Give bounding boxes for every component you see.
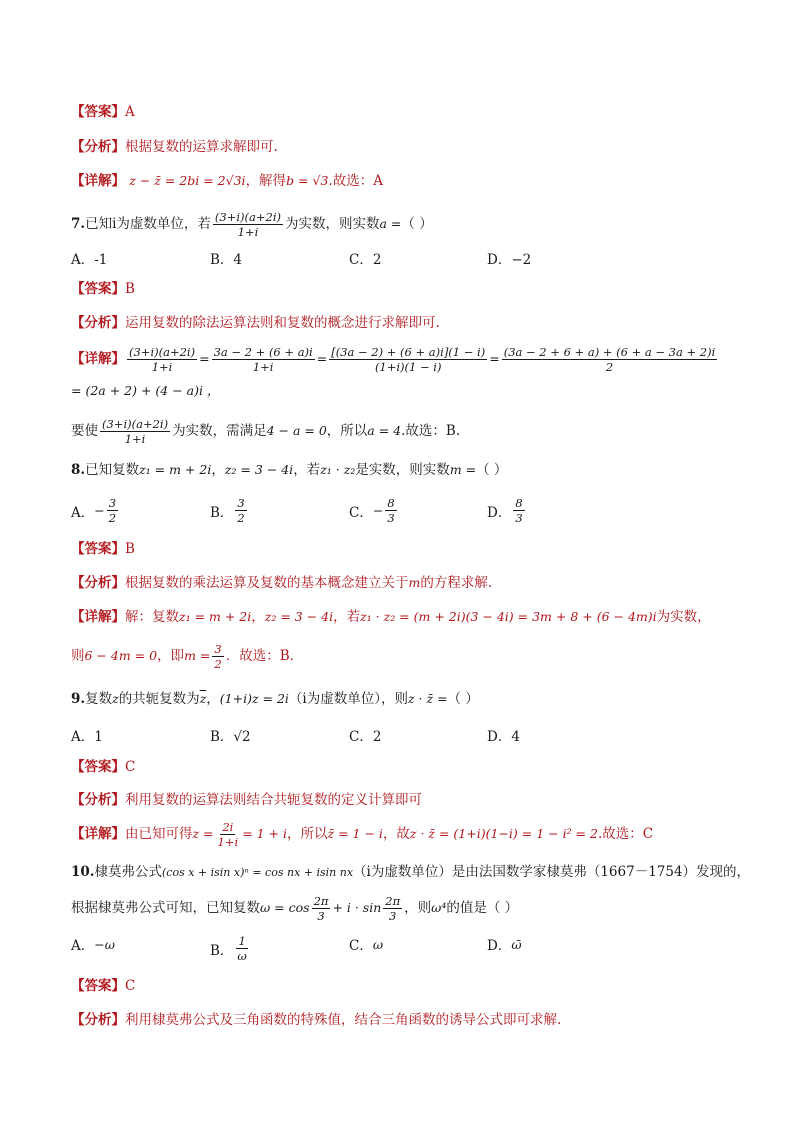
q7-stem [71, 210, 734, 239]
q9-answer: C [125, 759, 136, 775]
answer-tag: 【 答案 】 [71, 104, 125, 120]
q9-number: 9. [71, 691, 86, 707]
q7-detail-frac2: $\frac{3a - 2 + (6 + a)i}{1+i}$ [213, 345, 313, 374]
q8-option-d[interactable]: D． $\frac{8}{3}$ [487, 496, 523, 525]
detail-tag: 【 详解 】 [71, 351, 125, 367]
q6-analysis: 根据复数的运算求解即可. [125, 139, 278, 155]
q7-number: 7. [71, 216, 86, 232]
q8-option-c[interactable]: C． − $\frac{8}{3}$ [349, 496, 395, 525]
q7-option-c[interactable]: C．2 [349, 252, 382, 268]
q7-stem-fraction: $\frac{(3+i)(a+2i)}{1+i}$ [214, 210, 281, 239]
q6-answer-line [71, 102, 734, 122]
q10-option-a[interactable]: A． −ω [71, 936, 115, 954]
analysis-tag: 【 分析 】 [71, 792, 125, 808]
q6-answer: A [125, 104, 135, 120]
q7-detail-line2 [71, 381, 734, 401]
q7-detail-line1: 【 详解 】 $\frac{(3+i)(a+2i)}{1+i}$ = $\frac{3a - 2 + (6 + a)i}{1+i}$ = $\frac{[(3a - 2) + (6 + a)i](1 - i)}{(1+i)(1 - i)}$ = $\frac{(3a - 2 + 6 + a) + (6 + a - 3a + 2)i}{2}$ [71, 345, 734, 374]
analysis-tag: 【 分析 】 [71, 139, 125, 155]
q7-analysis-line [71, 313, 734, 333]
q7-options [71, 248, 671, 274]
q9-option-a[interactable]: A．1 [71, 729, 103, 745]
analysis-tag: 【 分析 】 [71, 315, 125, 331]
q6-detail-b: b = √3 [286, 173, 329, 188]
q10-answer: C [125, 978, 136, 994]
q7-answer: B [125, 281, 135, 297]
detail-tag: 【 详解 】 [71, 609, 125, 625]
q8-number: 8. [71, 462, 86, 478]
q10-analysis: 利用棣莫弗公式及三角函数的特殊值，结合三角函数的诱导公式即可求解. [125, 1012, 562, 1028]
q9-detail-line: 【 详解 】 由已知可得z = $\frac{2i}{1+i}$ = 1 + i，所以z̄ = 1 − i，故z · z̄ = (1+i)(1−i) = 1 − i² = 2.故选：C [71, 819, 734, 849]
answer-tag: 【 答案 】 [71, 541, 125, 557]
q9-option-d[interactable]: D．4 [487, 729, 520, 745]
q9-analysis: 利用复数的运算法则结合共轭复数的定义计算即可 [125, 792, 422, 808]
q9-option-b[interactable]: B．√2 [210, 729, 251, 745]
q7-stem-a: 已知i为虚数单位，若 [85, 216, 211, 232]
q6-detail-end: .故选：A [328, 173, 383, 189]
q7-option-b[interactable]: B．4 [210, 252, 243, 268]
q8-analysis-line: 【 分析 】 根据复数的乘法运算及复数的基本概念建立关于m的方程求解. [71, 573, 734, 593]
q9-option-c[interactable]: C．2 [349, 729, 382, 745]
answer-tag: 【 答案 】 [71, 978, 125, 994]
q8-detail-line2: 则6 − 4m = 0，即m = $\frac{3}{2}$ ．故选：B． [71, 642, 304, 671]
q8-option-b[interactable]: B． $\frac{3}{2}$ [210, 496, 245, 525]
q9-options [71, 725, 671, 751]
q7-detail-frac4: $\frac{(3a - 2 + 6 + a) + (6 + a - 3a + 2)i}{2}$ [503, 345, 716, 374]
q7-stem-c: （ ） [401, 216, 433, 232]
q6-detail-mid: ，解得 [245, 173, 287, 189]
q10-options [71, 934, 671, 966]
q7-option-a[interactable]: A．-1 [71, 252, 108, 268]
q6-detail-eq: z − z̄ = 2bi = 2√3i [129, 173, 246, 188]
q7-detail-frac3: $\frac{[(3a - 2) + (6 + a)i](1 - i)}{(1+i)(1 - i)}$ [331, 345, 486, 374]
q7-option-d[interactable]: D．−2 [487, 252, 532, 268]
q7-detail-line3-frac: $\frac{(3+i)(a+2i)}{1+i}$ [102, 417, 169, 446]
q6-analysis-line [71, 137, 734, 157]
answer-tag: 【 答案 】 [71, 759, 125, 775]
analysis-tag: 【 分析 】 [71, 1012, 125, 1028]
analysis-tag: 【 分析 】 [71, 575, 125, 591]
q8-answer: B [125, 541, 135, 557]
q6-detail-line [71, 171, 734, 191]
q8-detail-line1: 【 详解 】 解：复数z₁ = m + 2i，z₂ = 3 − 4i，若z₁ · z₂ = (m + 2i)(3 − 4i) = 3m + 8 + (6 − 4m)i为实数， [71, 607, 734, 627]
q7-detail-line3: 要使 $\frac{(3+i)(a+2i)}{1+i}$ 为实数，需满足4 − a = 0，所以a = 4.故选：B. [71, 417, 461, 446]
q7-detail-frac1: $\frac{(3+i)(a+2i)}{1+i}$ [129, 345, 196, 374]
q10-option-b[interactable]: B． $\frac{1}{\omega}$ [210, 934, 247, 963]
q8-option-a[interactable]: A． − $\frac{3}{2}$ [71, 496, 117, 525]
q7-analysis: 运用复数的除法运算法则和复数的概念进行求解即可. [125, 315, 440, 331]
detail-tag: 【 详解 】 [71, 826, 125, 842]
q7-stem-var: a = [379, 216, 402, 231]
q7-stem-b: 为实数，则实数 [285, 216, 380, 232]
q7-answer-line [71, 279, 734, 299]
q10-analysis-line [71, 1010, 734, 1030]
answer-tag: 【 答案 】 [71, 281, 125, 297]
q9-answer-line [71, 757, 734, 777]
q8-options [71, 496, 671, 530]
q7-detail-result: = (2a + 2) + (4 − a)i ， [71, 383, 220, 398]
detail-tag: 【 详解 】 [71, 173, 125, 189]
q10-option-d[interactable]: D． ω̄ [487, 936, 522, 954]
q10-option-c[interactable]: C． ω [349, 936, 384, 954]
q9-stem: 9.复数z的共轭复数为$\overline{z}$，(1+i)z = 2i（i为虚数单位），则z · z̄ =（ ） [71, 691, 479, 707]
q9-analysis-line [71, 790, 734, 810]
q10-answer-line [71, 976, 734, 996]
q8-stem: 8.已知复数z₁ = m + 2i，z₂ = 3 − 4i，若z₁ · z₂是实数，则实数m =（ ） [71, 462, 508, 478]
q8-answer-line [71, 539, 734, 559]
q10-number: 10. [71, 864, 95, 880]
q10-stem-line2: 根据棣莫弗公式可知，已知复数ω = cos $\frac{2\pi}{3}$ + i · sin $\frac{2\pi}{3}$ ，则ω⁴的值是（ ） [71, 894, 519, 923]
q10-stem-line1: 10.棣莫弗公式(cos x + isin x)ⁿ = cos nx + isin nx（i为虚数单位）是由法国数学家棣莫弗（1667－1754）发现的， [71, 864, 751, 880]
